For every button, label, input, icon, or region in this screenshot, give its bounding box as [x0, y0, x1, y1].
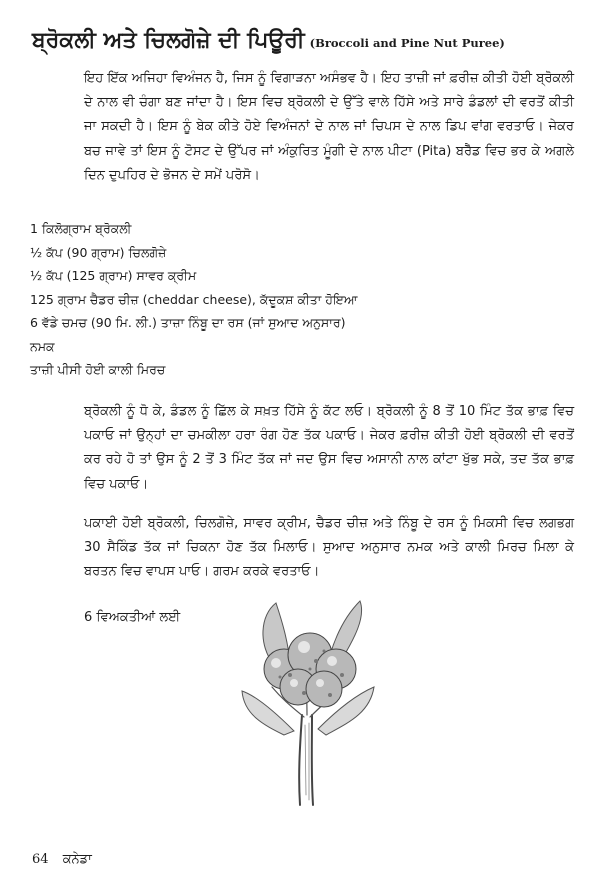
ingredient-item: ਤਾਜ਼ੀ ਪੀਸੀ ਹੋਈ ਕਾਲੀ ਮਿਰਚ — [30, 362, 166, 377]
intro-paragraph: ਇਹ ਇੱਕ ਅਜਿਹਾ ਵਿਅੰਜਨ ਹੈ, ਜਿਸ ਨੂੰ ਵਿਗਾੜਨਾ ਅਸੰਭਵ ਹੈ। ਇਹ ਤਾਜ਼ੀ ਜਾਂ ਫ਼ਰੀਜ਼ ਕੀਤੀ ਹੋਈ ਬ੍ਰੋਕਲੀ ਦੇ ਨਾਲ ਵੀ ਚੰਗਾ ਬਣ ਜਾਂਦਾ ਹੈ। ਇਸ ਵਿਚ ਬ੍ਰੋਕਲੀ ਦੇ ਉੱਤੇ ਵਾਲੇ ਹਿੱਸੇ ਅਤੇ ਸਾਰੇ ਡੰਡਲਾਂ ਦੀ ਵਰਤੋਂ ਕੀਤੀ ਜਾ ਸਕਦੀ ਹੈ। ਇਸ ਨੂੰ ਬੇਕ ਕੀਤੇ ਹੋਏ ਵਿਅੰਜਨਾਂ ਦੇ ਨਾਲ ਜਾਂ ਚਿਪਸ ਦੇ ਨਾਲ ਡਿਪ ਵਾਂਗ ਵਰਤਾਓ। ਜੇਕਰ ਬਚ ਜਾਵੇ ਤਾਂ ਇਸ ਨੂੰ ਟੋਸਟ ਦੇ ਉੱਪਰ ਜਾਂ ਅੰਕੁਰਿਤ ਮੂੰਗੀ ਦੇ ਨਾਲ ਪੀਟਾ (Pita) ਬਰੈੱਡ ਵਿਚ ਭਰ ਕੇ ਅਗਲੇ ਦਿਨ ਦੁਪਹਿਰ ਦੇ ਭੋਜਨ ਦੇ ਸਮੇਂ ਪਰੋਸੋ। — [84, 71, 574, 183]
ingredient-list — [30, 217, 550, 382]
ingredient-item: 1 ਕਿਲੋਗ੍ਰਾਮ ਬ੍ਰੋਕਲੀ — [30, 221, 132, 236]
method-step-1: ਬ੍ਰੋਕਲੀ ਨੂੰ ਧੋ ਕੇ, ਡੰਡਲ ਨੂੰ ਛਿੱਲ ਕੇ ਸਖ਼ਤ ਹਿੱਸੇ ਨੂੰ ਕੱਟ ਲਓ। ਬ੍ਰੋਕਲੀ ਨੂੰ 8 ਤੋਂ 10 ਮਿੰਟ ਤੱਕ ਭਾਫ਼ ਵਿਚ ਪਕਾਓ ਜਾਂ ਉਨ੍ਹਾਂ ਦਾ ਚਮਕੀਲਾ ਹਰਾ ਰੰਗ ਹੋਣ ਤੱਕ ਪਕਾਓ। ਜੇਕਰ ਫ਼ਰੀਜ਼ ਕੀਤੀ ਹੋਈ ਬ੍ਰੋਕਲੀ ਦੀ ਵਰਤੋਂ ਕਰ ਰਹੇ ਹੋ ਤਾਂ ਉਸ ਨੂੰ 2 ਤੋਂ 3 ਮਿੰਟ ਤੱਕ ਜਾਂ ਜਦ ਉਸ ਵਿਚ ਅਸਾਨੀ ਨਾਲ ਕਾਂਟਾ ਖੁੱਭ ਸਕੇ, ਤਦ ਤੱਕ ਭਾਫ਼ ਵਿਚ ਪਕਾਓ। — [84, 404, 574, 492]
ingredient-item: 6 ਵੱਡੇ ਚਮਚ (90 ਮਿ. ਲੀ.) ਤਾਜ਼ਾ ਨਿੰਬੂ ਦਾ ਰਸ (ਜਾਂ ਸੁਆਦ ਅਨੁਸਾਰ) — [30, 315, 346, 330]
page-number: 64 — [32, 852, 49, 867]
ingredient-item: ½ ਕੱਪ (90 ਗ੍ਰਾਮ) ਚਿਲਗੋਜ਼ੇ — [30, 244, 167, 260]
recipe-title-punjabi: ਬ੍ਰੋਕਲੀ ਅਤੇ ਚਿਲਗੋਜ਼ੇ ਦੀ ਪਿਊਰੀ — [32, 28, 305, 53]
ingredient-item: ਨਮਕ — [30, 338, 55, 354]
ingredient-item: 125 ਗ੍ਰਾਮ ਚੈਡਰ ਚੀਜ਼ (cheddar cheese), ਕੱਦੂਕਸ਼ ਕੀਤਾ ਹੋਇਆ — [30, 291, 358, 307]
serves-note: 6 ਵਿਅਕਤੀਆਂ ਲਈ — [84, 610, 181, 625]
method-step-2: ਪਕਾਈ ਹੋਈ ਬ੍ਰੋਕਲੀ, ਚਿਲਗੋਜ਼ੇ, ਸਾਵਰ ਕ੍ਰੀਮ, ਚੈਡਰ ਚੀਜ਼ ਅਤੇ ਨਿੰਬੂ ਦੇ ਰਸ ਨੂੰ ਮਿਕਸੀ ਵਿਚ ਲਗਭਗ 30 ਸੈਕਿੰਡ ਤੱਕ ਜਾਂ ਚਿਕਨਾ ਹੋਣ ਤੱਕ ਮਿਲਾਓ। ਸੁਆਦ ਅਨੁਸਾਰ ਨਮਕ ਅਤੇ ਕਾਲੀ ਮਿਰਚ ਮਿਲਾ ਕੇ ਬਰਤਨ ਵਿਚ ਵਾਪਸ ਪਾਓ। ਗਰਮ ਕਰਕੇ ਵਰਤਾਓ। — [84, 516, 574, 580]
section-name: ਕਨੇਡਾ — [62, 852, 92, 867]
page-footer — [32, 852, 92, 867]
recipe-title-english: (Broccoli and Pine Nut Puree) — [309, 36, 505, 50]
recipe-title — [32, 28, 580, 53]
ingredient-item: ½ ਕੱਪ (125 ਗ੍ਰਾਮ) ਸਾਵਰ ਕ੍ਰੀਮ — [30, 268, 197, 283]
broccoli-illustration — [214, 595, 406, 810]
